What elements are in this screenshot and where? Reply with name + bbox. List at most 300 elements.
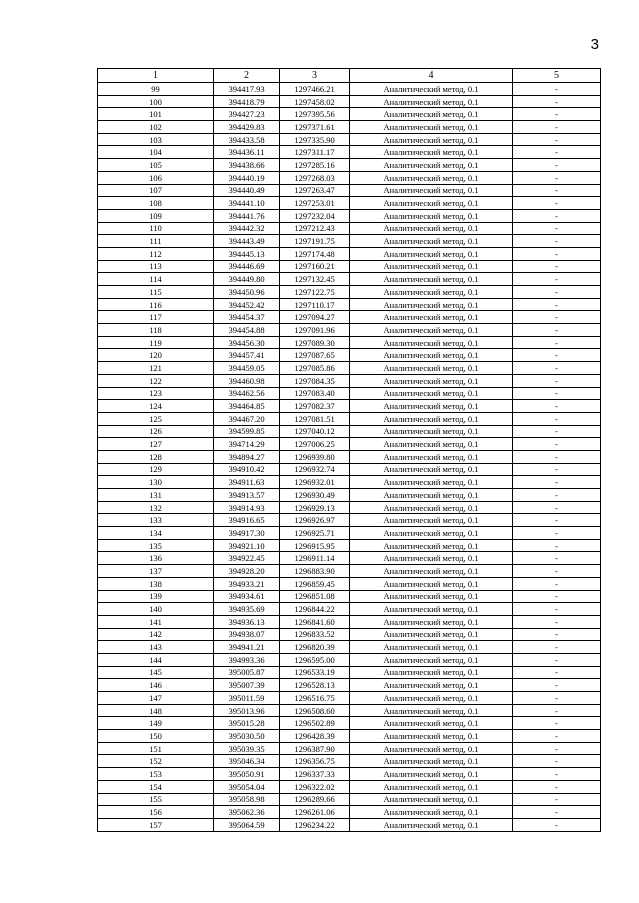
x-coordinate-cell: 394938.07 <box>214 628 280 641</box>
point-number-cell: 151 <box>98 742 214 755</box>
x-coordinate-cell: 394934.61 <box>214 590 280 603</box>
description-cell: - <box>513 95 601 108</box>
method-cell: Аналитический метод, 0.1 <box>350 362 513 375</box>
method-cell: Аналитический метод, 0.1 <box>350 374 513 387</box>
y-coordinate-cell: 1296337.33 <box>280 768 350 781</box>
y-coordinate-cell: 1297160.21 <box>280 260 350 273</box>
x-coordinate-cell: 395058.98 <box>214 793 280 806</box>
table-row <box>98 615 601 628</box>
y-coordinate-cell: 1297335.90 <box>280 133 350 146</box>
table-row <box>98 425 601 438</box>
column-header-1: 1 <box>98 69 214 83</box>
method-cell: Аналитический метод, 0.1 <box>350 742 513 755</box>
table-row <box>98 336 601 349</box>
table-body <box>98 83 601 832</box>
point-number-cell: 155 <box>98 793 214 806</box>
x-coordinate-cell: 394928.20 <box>214 565 280 578</box>
x-coordinate-cell: 394464.85 <box>214 400 280 413</box>
point-number-cell: 146 <box>98 679 214 692</box>
description-cell: - <box>513 362 601 375</box>
description-cell: - <box>513 806 601 819</box>
x-coordinate-cell: 394440.49 <box>214 184 280 197</box>
y-coordinate-cell: 1297371.61 <box>280 121 350 134</box>
table-row <box>98 717 601 730</box>
point-number-cell: 156 <box>98 806 214 819</box>
method-cell: Аналитический метод, 0.1 <box>350 527 513 540</box>
method-cell: Аналитический метод, 0.1 <box>350 133 513 146</box>
point-number-cell: 126 <box>98 425 214 438</box>
y-coordinate-cell: 1296595.00 <box>280 653 350 666</box>
table-row <box>98 527 601 540</box>
method-cell: Аналитический метод, 0.1 <box>350 704 513 717</box>
y-coordinate-cell: 1296929.13 <box>280 501 350 514</box>
point-number-cell: 102 <box>98 121 214 134</box>
table-row <box>98 628 601 641</box>
method-cell: Аналитический метод, 0.1 <box>350 336 513 349</box>
point-number-cell: 116 <box>98 298 214 311</box>
method-cell: Аналитический метод, 0.1 <box>350 717 513 730</box>
table-row <box>98 247 601 260</box>
description-cell: - <box>513 146 601 159</box>
table-row <box>98 577 601 590</box>
y-coordinate-cell: 1296387.90 <box>280 742 350 755</box>
x-coordinate-cell: 395050.91 <box>214 768 280 781</box>
description-cell: - <box>513 514 601 527</box>
point-number-cell: 153 <box>98 768 214 781</box>
y-coordinate-cell: 1296533.19 <box>280 666 350 679</box>
point-number-cell: 127 <box>98 438 214 451</box>
point-number-cell: 139 <box>98 590 214 603</box>
column-header-3: 3 <box>280 69 350 83</box>
y-coordinate-cell: 1297395.56 <box>280 108 350 121</box>
method-cell: Аналитический метод, 0.1 <box>350 209 513 222</box>
x-coordinate-cell: 394467.20 <box>214 412 280 425</box>
method-cell: Аналитический метод, 0.1 <box>350 425 513 438</box>
description-cell: - <box>513 159 601 172</box>
method-cell: Аналитический метод, 0.1 <box>350 463 513 476</box>
table-row <box>98 171 601 184</box>
method-cell: Аналитический метод, 0.1 <box>350 780 513 793</box>
description-cell: - <box>513 121 601 134</box>
table-row <box>98 438 601 451</box>
y-coordinate-cell: 1297268.03 <box>280 171 350 184</box>
method-cell: Аналитический метод, 0.1 <box>350 539 513 552</box>
x-coordinate-cell: 394418.79 <box>214 95 280 108</box>
x-coordinate-cell: 395039.35 <box>214 742 280 755</box>
method-cell: Аналитический метод, 0.1 <box>350 577 513 590</box>
method-cell: Аналитический метод, 0.1 <box>350 552 513 565</box>
point-number-cell: 133 <box>98 514 214 527</box>
table-row <box>98 146 601 159</box>
table-row <box>98 286 601 299</box>
point-number-cell: 143 <box>98 641 214 654</box>
description-cell: - <box>513 222 601 235</box>
method-cell: Аналитический метод, 0.1 <box>350 501 513 514</box>
x-coordinate-cell: 394450.96 <box>214 286 280 299</box>
description-cell: - <box>513 235 601 248</box>
table-row <box>98 400 601 413</box>
x-coordinate-cell: 394460.98 <box>214 374 280 387</box>
x-coordinate-cell: 394440.19 <box>214 171 280 184</box>
y-coordinate-cell: 1296841.60 <box>280 615 350 628</box>
point-number-cell: 107 <box>98 184 214 197</box>
table-row <box>98 653 601 666</box>
method-cell: Аналитический метод, 0.1 <box>350 679 513 692</box>
x-coordinate-cell: 394443.49 <box>214 235 280 248</box>
point-number-cell: 121 <box>98 362 214 375</box>
y-coordinate-cell: 1296289.66 <box>280 793 350 806</box>
description-cell: - <box>513 793 601 806</box>
x-coordinate-cell: 394429.83 <box>214 121 280 134</box>
table-row <box>98 387 601 400</box>
method-cell: Аналитический метод, 0.1 <box>350 171 513 184</box>
point-number-cell: 130 <box>98 476 214 489</box>
description-cell: - <box>513 679 601 692</box>
point-number-cell: 106 <box>98 171 214 184</box>
x-coordinate-cell: 394452.42 <box>214 298 280 311</box>
x-coordinate-cell: 395046.34 <box>214 755 280 768</box>
y-coordinate-cell: 1297089.30 <box>280 336 350 349</box>
y-coordinate-cell: 1297212.43 <box>280 222 350 235</box>
table-row <box>98 95 601 108</box>
y-coordinate-cell: 1296851.08 <box>280 590 350 603</box>
y-coordinate-cell: 1297311.17 <box>280 146 350 159</box>
x-coordinate-cell: 394441.76 <box>214 209 280 222</box>
x-coordinate-cell: 394438.66 <box>214 159 280 172</box>
column-header-5: 5 <box>513 69 601 83</box>
point-number-cell: 101 <box>98 108 214 121</box>
description-cell: - <box>513 527 601 540</box>
x-coordinate-cell: 394462.56 <box>214 387 280 400</box>
table-row <box>98 692 601 705</box>
description-cell: - <box>513 260 601 273</box>
table-row <box>98 121 601 134</box>
description-cell: - <box>513 133 601 146</box>
method-cell: Аналитический метод, 0.1 <box>350 438 513 451</box>
y-coordinate-cell: 1297040.12 <box>280 425 350 438</box>
description-cell: - <box>513 565 601 578</box>
description-cell: - <box>513 476 601 489</box>
method-cell: Аналитический метод, 0.1 <box>350 108 513 121</box>
y-coordinate-cell: 1296883.90 <box>280 565 350 578</box>
page-number: 3 <box>590 36 599 53</box>
point-number-cell: 119 <box>98 336 214 349</box>
point-number-cell: 122 <box>98 374 214 387</box>
x-coordinate-cell: 395005.87 <box>214 666 280 679</box>
method-cell: Аналитический метод, 0.1 <box>350 247 513 260</box>
point-number-cell: 149 <box>98 717 214 730</box>
point-number-cell: 128 <box>98 450 214 463</box>
method-cell: Аналитический метод, 0.1 <box>350 489 513 502</box>
x-coordinate-cell: 394921.10 <box>214 539 280 552</box>
method-cell: Аналитический метод, 0.1 <box>350 273 513 286</box>
y-coordinate-cell: 1296528.13 <box>280 679 350 692</box>
point-number-cell: 132 <box>98 501 214 514</box>
point-number-cell: 150 <box>98 730 214 743</box>
x-coordinate-cell: 395007.39 <box>214 679 280 692</box>
description-cell: - <box>513 489 601 502</box>
point-number-cell: 115 <box>98 286 214 299</box>
y-coordinate-cell: 1297232.04 <box>280 209 350 222</box>
y-coordinate-cell: 1297191.75 <box>280 235 350 248</box>
method-cell: Аналитический метод, 0.1 <box>350 260 513 273</box>
description-cell: - <box>513 324 601 337</box>
description-cell: - <box>513 730 601 743</box>
table-row <box>98 489 601 502</box>
x-coordinate-cell: 394714.29 <box>214 438 280 451</box>
method-cell: Аналитический метод, 0.1 <box>350 628 513 641</box>
x-coordinate-cell: 394933.21 <box>214 577 280 590</box>
description-cell: - <box>513 666 601 679</box>
description-cell: - <box>513 298 601 311</box>
point-number-cell: 124 <box>98 400 214 413</box>
description-cell: - <box>513 197 601 210</box>
description-cell: - <box>513 438 601 451</box>
description-cell: - <box>513 539 601 552</box>
x-coordinate-cell: 394454.88 <box>214 324 280 337</box>
description-cell: - <box>513 780 601 793</box>
table-row <box>98 768 601 781</box>
point-number-cell: 142 <box>98 628 214 641</box>
description-cell: - <box>513 171 601 184</box>
method-cell: Аналитический метод, 0.1 <box>350 615 513 628</box>
method-cell: Аналитический метод, 0.1 <box>350 298 513 311</box>
x-coordinate-cell: 395054.04 <box>214 780 280 793</box>
table-row <box>98 603 601 616</box>
point-number-cell: 114 <box>98 273 214 286</box>
table-row <box>98 514 601 527</box>
table-row <box>98 818 601 831</box>
method-cell: Аналитический метод, 0.1 <box>350 755 513 768</box>
point-number-cell: 148 <box>98 704 214 717</box>
table-row <box>98 235 601 248</box>
method-cell: Аналитический метод, 0.1 <box>350 387 513 400</box>
description-cell: - <box>513 641 601 654</box>
point-number-cell: 120 <box>98 349 214 362</box>
y-coordinate-cell: 1297285.16 <box>280 159 350 172</box>
description-cell: - <box>513 653 601 666</box>
column-header-2: 2 <box>214 69 280 83</box>
method-cell: Аналитический метод, 0.1 <box>350 603 513 616</box>
y-coordinate-cell: 1296261.06 <box>280 806 350 819</box>
table-row <box>98 362 601 375</box>
method-cell: Аналитический метод, 0.1 <box>350 666 513 679</box>
table-row <box>98 222 601 235</box>
method-cell: Аналитический метод, 0.1 <box>350 121 513 134</box>
description-cell: - <box>513 311 601 324</box>
table-row <box>98 83 601 96</box>
x-coordinate-cell: 394454.37 <box>214 311 280 324</box>
x-coordinate-cell: 394436.11 <box>214 146 280 159</box>
x-coordinate-cell: 394456.30 <box>214 336 280 349</box>
method-cell: Аналитический метод, 0.1 <box>350 235 513 248</box>
point-number-cell: 138 <box>98 577 214 590</box>
y-coordinate-cell: 1296926.97 <box>280 514 350 527</box>
method-cell: Аналитический метод, 0.1 <box>350 818 513 831</box>
method-cell: Аналитический метод, 0.1 <box>350 349 513 362</box>
point-number-cell: 104 <box>98 146 214 159</box>
point-number-cell: 144 <box>98 653 214 666</box>
x-coordinate-cell: 394417.93 <box>214 83 280 96</box>
table-row <box>98 133 601 146</box>
method-cell: Аналитический метод, 0.1 <box>350 184 513 197</box>
x-coordinate-cell: 394427.23 <box>214 108 280 121</box>
point-number-cell: 136 <box>98 552 214 565</box>
x-coordinate-cell: 394913.57 <box>214 489 280 502</box>
description-cell: - <box>513 374 601 387</box>
table-row <box>98 324 601 337</box>
point-number-cell: 108 <box>98 197 214 210</box>
y-coordinate-cell: 1297253.01 <box>280 197 350 210</box>
y-coordinate-cell: 1296234.22 <box>280 818 350 831</box>
description-cell: - <box>513 615 601 628</box>
table-row <box>98 539 601 552</box>
point-number-cell: 100 <box>98 95 214 108</box>
y-coordinate-cell: 1297263.47 <box>280 184 350 197</box>
x-coordinate-cell: 394922.45 <box>214 552 280 565</box>
table-row <box>98 755 601 768</box>
point-number-cell: 137 <box>98 565 214 578</box>
description-cell: - <box>513 286 601 299</box>
x-coordinate-cell: 394911.63 <box>214 476 280 489</box>
description-cell: - <box>513 755 601 768</box>
table-row <box>98 641 601 654</box>
x-coordinate-cell: 394449.80 <box>214 273 280 286</box>
description-cell: - <box>513 628 601 641</box>
point-number-cell: 109 <box>98 209 214 222</box>
y-coordinate-cell: 1296925.71 <box>280 527 350 540</box>
table-row <box>98 463 601 476</box>
y-coordinate-cell: 1297458.02 <box>280 95 350 108</box>
x-coordinate-cell: 394894.27 <box>214 450 280 463</box>
x-coordinate-cell: 394433.58 <box>214 133 280 146</box>
coordinates-table <box>97 68 601 832</box>
point-number-cell: 111 <box>98 235 214 248</box>
method-cell: Аналитический метод, 0.1 <box>350 95 513 108</box>
table-row <box>98 209 601 222</box>
point-number-cell: 157 <box>98 818 214 831</box>
table-row <box>98 298 601 311</box>
y-coordinate-cell: 1297087.65 <box>280 349 350 362</box>
method-cell: Аналитический метод, 0.1 <box>350 450 513 463</box>
description-cell: - <box>513 818 601 831</box>
y-coordinate-cell: 1296833.52 <box>280 628 350 641</box>
y-coordinate-cell: 1297006.25 <box>280 438 350 451</box>
point-number-cell: 103 <box>98 133 214 146</box>
y-coordinate-cell: 1296508.60 <box>280 704 350 717</box>
method-cell: Аналитический метод, 0.1 <box>350 197 513 210</box>
y-coordinate-cell: 1297084.35 <box>280 374 350 387</box>
method-cell: Аналитический метод, 0.1 <box>350 641 513 654</box>
method-cell: Аналитический метод, 0.1 <box>350 159 513 172</box>
x-coordinate-cell: 394442.32 <box>214 222 280 235</box>
method-cell: Аналитический метод, 0.1 <box>350 324 513 337</box>
method-cell: Аналитический метод, 0.1 <box>350 83 513 96</box>
description-cell: - <box>513 412 601 425</box>
table-row <box>98 742 601 755</box>
description-cell: - <box>513 552 601 565</box>
description-cell: - <box>513 768 601 781</box>
y-coordinate-cell: 1296915.95 <box>280 539 350 552</box>
method-cell: Аналитический метод, 0.1 <box>350 412 513 425</box>
table-row <box>98 374 601 387</box>
point-number-cell: 140 <box>98 603 214 616</box>
description-cell: - <box>513 463 601 476</box>
point-number-cell: 154 <box>98 780 214 793</box>
description-cell: - <box>513 450 601 463</box>
method-cell: Аналитический метод, 0.1 <box>350 730 513 743</box>
point-number-cell: 131 <box>98 489 214 502</box>
method-cell: Аналитический метод, 0.1 <box>350 565 513 578</box>
y-coordinate-cell: 1296428.39 <box>280 730 350 743</box>
table-header-row <box>98 69 601 83</box>
point-number-cell: 118 <box>98 324 214 337</box>
y-coordinate-cell: 1296820.39 <box>280 641 350 654</box>
x-coordinate-cell: 394941.21 <box>214 641 280 654</box>
y-coordinate-cell: 1296911.14 <box>280 552 350 565</box>
y-coordinate-cell: 1296844.22 <box>280 603 350 616</box>
x-coordinate-cell: 394914.93 <box>214 501 280 514</box>
x-coordinate-cell: 395064.59 <box>214 818 280 831</box>
point-number-cell: 99 <box>98 83 214 96</box>
description-cell: - <box>513 184 601 197</box>
description-cell: - <box>513 717 601 730</box>
method-cell: Аналитический метод, 0.1 <box>350 146 513 159</box>
description-cell: - <box>513 590 601 603</box>
table-row <box>98 793 601 806</box>
x-coordinate-cell: 394457.41 <box>214 349 280 362</box>
y-coordinate-cell: 1296932.74 <box>280 463 350 476</box>
table-row <box>98 412 601 425</box>
table-row <box>98 197 601 210</box>
method-cell: Аналитический метод, 0.1 <box>350 692 513 705</box>
table-row <box>98 704 601 717</box>
table-row <box>98 590 601 603</box>
x-coordinate-cell: 394441.10 <box>214 197 280 210</box>
y-coordinate-cell: 1297122.75 <box>280 286 350 299</box>
description-cell: - <box>513 425 601 438</box>
table-row <box>98 666 601 679</box>
y-coordinate-cell: 1296932.01 <box>280 476 350 489</box>
description-cell: - <box>513 273 601 286</box>
point-number-cell: 113 <box>98 260 214 273</box>
method-cell: Аналитический метод, 0.1 <box>350 400 513 413</box>
y-coordinate-cell: 1297466.21 <box>280 83 350 96</box>
table-row <box>98 260 601 273</box>
method-cell: Аналитический метод, 0.1 <box>350 590 513 603</box>
table-row <box>98 311 601 324</box>
description-cell: - <box>513 108 601 121</box>
description-cell: - <box>513 349 601 362</box>
x-coordinate-cell: 394936.13 <box>214 615 280 628</box>
x-coordinate-cell: 395030.50 <box>214 730 280 743</box>
point-number-cell: 145 <box>98 666 214 679</box>
point-number-cell: 112 <box>98 247 214 260</box>
table-row <box>98 679 601 692</box>
point-number-cell: 134 <box>98 527 214 540</box>
point-number-cell: 125 <box>98 412 214 425</box>
table-row <box>98 730 601 743</box>
point-number-cell: 147 <box>98 692 214 705</box>
table-row <box>98 806 601 819</box>
table-row <box>98 501 601 514</box>
y-coordinate-cell: 1297094.27 <box>280 311 350 324</box>
description-cell: - <box>513 704 601 717</box>
x-coordinate-cell: 394916.65 <box>214 514 280 527</box>
table-row <box>98 159 601 172</box>
description-cell: - <box>513 400 601 413</box>
table-row <box>98 476 601 489</box>
